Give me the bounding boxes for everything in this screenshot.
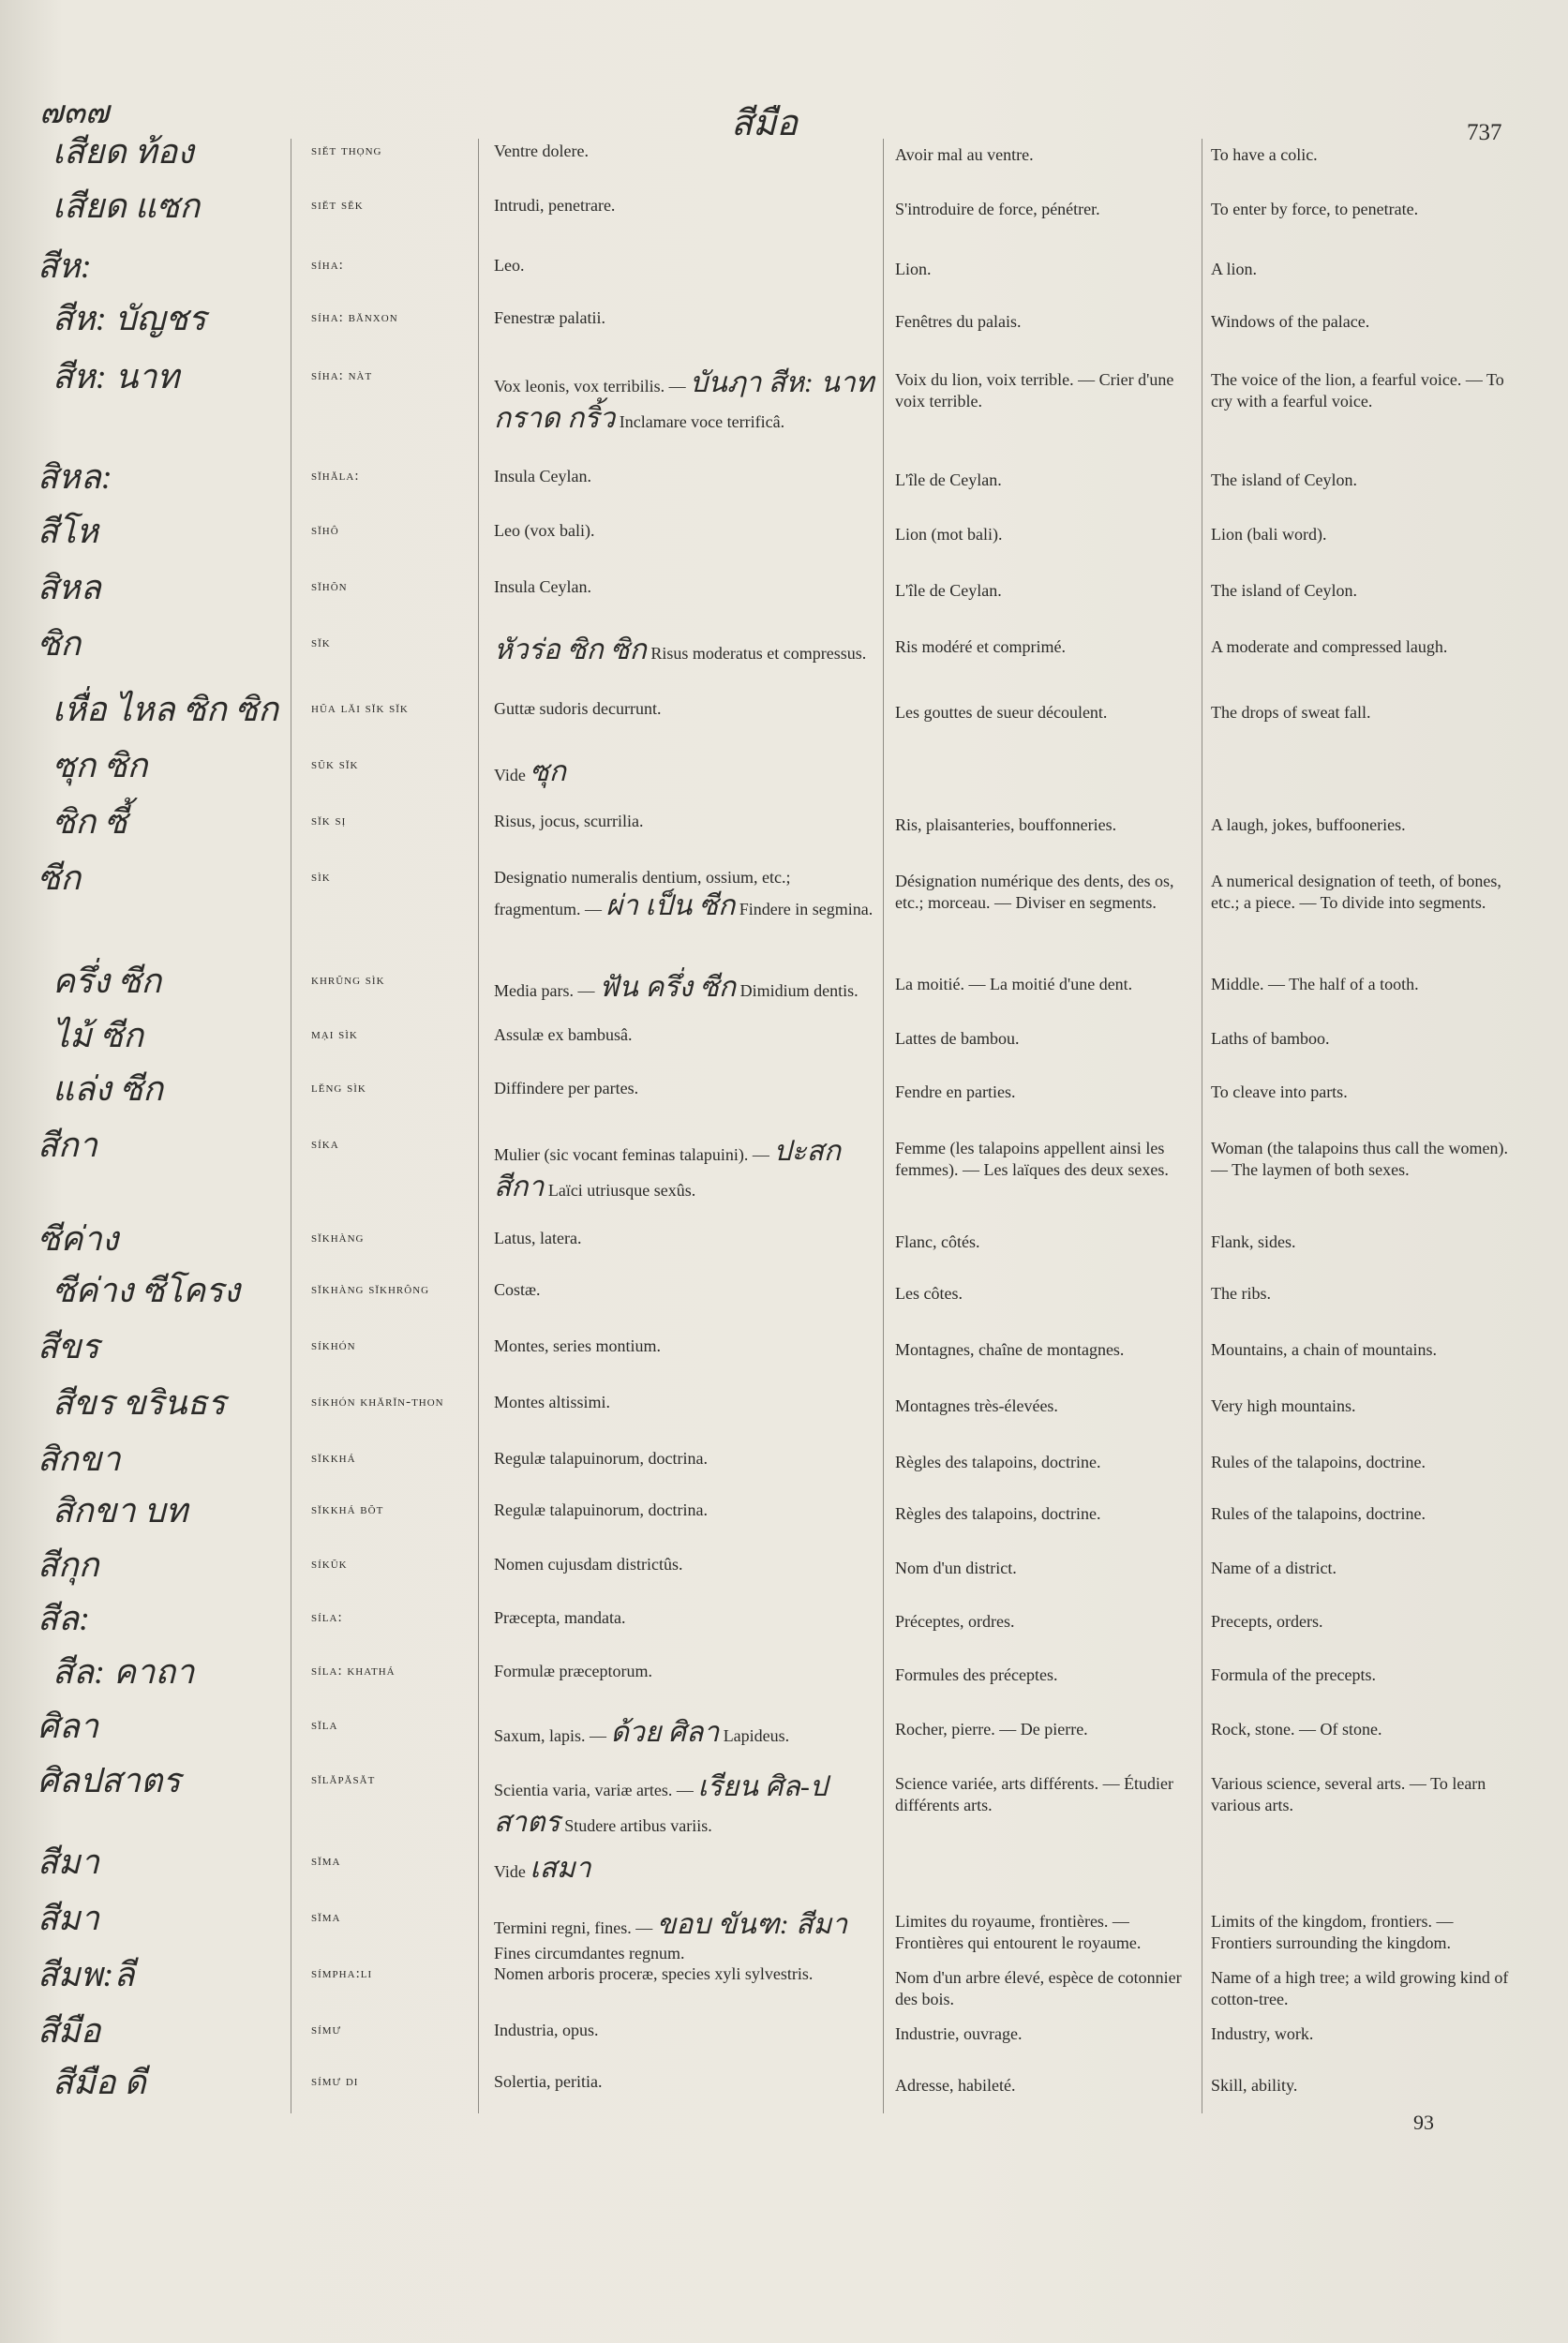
- headword-thai: เสียด ท้อง: [52, 133, 194, 171]
- latin-definition: Vox leonis, vox terribilis. — บันฦา สีห: นาท กราด กริ้ว Inclamare voce terrificâ.: [494, 367, 874, 434]
- headword-thai: สิกขา บท: [52, 1492, 188, 1530]
- thai-example: ด้วย ศิลา: [610, 1717, 720, 1748]
- latin-definition: Risus, jocus, scurrilia.: [494, 812, 644, 830]
- latin-definition: Ventre dolere.: [494, 142, 589, 160]
- latin-definition: Media pars. — ฟัน ครึ่ง ซีก Dimidium dentis.: [494, 972, 859, 1003]
- french-definition: Ris, plaisanteries, bouffonneries.: [895, 815, 1117, 834]
- french-definition: Lattes de bambou.: [895, 1029, 1020, 1048]
- latin-definition: Montes altissimi.: [494, 1393, 611, 1411]
- english-definition: Very high mountains.: [1211, 1396, 1356, 1415]
- romanization: síha:: [311, 258, 344, 273]
- english-definition: The island of Ceylon.: [1211, 470, 1357, 489]
- english-definition: Rock, stone. — Of stone.: [1211, 1720, 1382, 1739]
- headword-thai: สีมพ:ลี: [37, 1956, 135, 1993]
- romanization: síha: bănxon: [311, 310, 398, 325]
- latin-definition: Præcepta, mandata.: [494, 1608, 626, 1627]
- english-definition: The voice of the lion, a fearful voice. — To cry with a fearful voice.: [1211, 370, 1504, 410]
- french-definition: Fendre en parties.: [895, 1082, 1016, 1101]
- english-definition: Various science, several arts. — To learn various arts.: [1211, 1774, 1486, 1814]
- headword-thai: สีมือ: [37, 2012, 101, 2050]
- english-definition: Mountains, a chain of mountains.: [1211, 1340, 1437, 1359]
- romanization: sĭma: [311, 1910, 341, 1925]
- english-definition: Middle. — The half of a tooth.: [1211, 975, 1419, 993]
- french-definition: La moitié. — La moitié d'une dent.: [895, 975, 1133, 993]
- headword-thai: เหื่อ ไหล ซิก ซิก: [52, 691, 279, 728]
- latin-definition: Intrudi, penetrare.: [494, 196, 616, 215]
- thai-example: บันฦา สีห: นาท กราด กริ้ว: [494, 367, 874, 434]
- romanization: símư: [311, 2022, 342, 2037]
- romanization: sĭhô: [311, 523, 339, 538]
- headword-thai: สิกขา: [37, 1440, 121, 1478]
- latin-definition: Nomen arboris proceræ, species xyli sylvestris.: [494, 1964, 814, 1983]
- english-definition: The ribs.: [1211, 1284, 1271, 1303]
- latin-definition: Fenestræ palatii.: [494, 308, 605, 327]
- english-definition: Laths of bamboo.: [1211, 1029, 1330, 1048]
- romanization: síka: [311, 1137, 339, 1152]
- english-definition: Lion (bali word).: [1211, 525, 1327, 544]
- romanization: siĕt sĕk: [311, 198, 364, 213]
- english-definition: To cleave into parts.: [1211, 1082, 1348, 1101]
- romanization: sĭla: [311, 1718, 338, 1733]
- french-definition: Nom d'un district.: [895, 1559, 1017, 1577]
- french-definition: Lion (mot bali).: [895, 525, 1003, 544]
- latin-definition: Guttæ sudoris decurrunt.: [494, 699, 662, 718]
- english-definition: Precepts, orders.: [1211, 1612, 1323, 1631]
- french-definition: Montagnes, chaîne de montagnes.: [895, 1340, 1125, 1359]
- latin-definition: Solertia, peritia.: [494, 2072, 603, 2091]
- page-number: 737: [1467, 120, 1502, 145]
- english-definition: The drops of sweat fall.: [1211, 703, 1371, 722]
- romanization: sĭhŏn: [311, 579, 348, 594]
- latin-definition: Vide ซุก: [494, 756, 566, 787]
- latin-definition: Scientia varia, variæ artes. — เรียน ศิล-ปสาตร Studere artibus variis.: [494, 1771, 828, 1838]
- english-definition: Name of a high tree; a wild growing kind of cotton-tree.: [1211, 1968, 1509, 2008]
- english-definition: The island of Ceylon.: [1211, 581, 1357, 600]
- romanization: síla:: [311, 1610, 343, 1625]
- french-definition: Les côtes.: [895, 1284, 963, 1303]
- french-definition: Formules des préceptes.: [895, 1665, 1058, 1684]
- french-definition: Rocher, pierre. — De pierre.: [895, 1720, 1088, 1739]
- french-definition: Règles des talapoins, doctrine.: [895, 1453, 1101, 1471]
- romanization: sĭk: [311, 635, 331, 650]
- latin-definition: Regulæ talapuinorum, doctrina.: [494, 1449, 708, 1468]
- french-definition: Flanc, côtés.: [895, 1232, 980, 1251]
- headword-thai: แล่ง ซีก: [52, 1070, 164, 1108]
- headword-thai: สีขร ขรินธร: [52, 1384, 226, 1422]
- headword-thai: สีล:: [37, 1600, 91, 1637]
- thai-example: ขอบ ขันฑ: สีมา: [656, 1909, 848, 1940]
- french-definition: Limites du royaume, frontières. — Frontières qui entourent le royaume.: [895, 1912, 1142, 1952]
- thai-example: ฟัน ครึ่ง ซีก: [598, 972, 737, 1003]
- romanization: síkŭk: [311, 1557, 348, 1572]
- headword-thai: สิหล: [37, 569, 101, 606]
- headword-thai: สีกุก: [37, 1546, 99, 1584]
- latin-definition: Industria, opus.: [494, 2021, 599, 2039]
- french-definition: Désignation numérique des dents, des os, etc.; morceau. — Diviser en segments.: [895, 872, 1174, 912]
- headword-thai: ศิลา: [37, 1708, 99, 1745]
- headword-thai: สีมือ ดี: [52, 2064, 146, 2101]
- english-definition: A lion.: [1211, 260, 1258, 278]
- headword-thai: สีขร: [37, 1328, 99, 1366]
- french-definition: Lion.: [895, 260, 932, 278]
- romanization: siĕt thọng: [311, 143, 382, 158]
- thai-page-number: ๗๓๗: [39, 96, 110, 130]
- running-head-title: สีมือ: [731, 104, 799, 143]
- thai-example: หัวร่อ ซิก ซิก: [494, 634, 647, 665]
- romanization: sĭk sị: [311, 813, 347, 828]
- latin-definition: Designatio numeralis dentium, ossium, etc.; fragmentum. — ผ่า เป็น ซีก Findere in segmina.: [494, 868, 874, 921]
- english-definition: A moderate and compressed laugh.: [1211, 637, 1448, 656]
- latin-definition: Mulier (sic vocant feminas talapuini). — ปะสก สีกา Laïci utriusque sexûs.: [494, 1136, 842, 1202]
- romanization: mại sìk: [311, 1027, 358, 1042]
- romanization: síkhón khărĭn-thon: [311, 1395, 444, 1410]
- french-definition: L'île de Ceylan.: [895, 581, 1002, 600]
- headword-thai: ซีก: [37, 859, 82, 897]
- headword-thai: สีห:: [37, 247, 92, 285]
- english-definition: Industry, work.: [1211, 2024, 1314, 2043]
- column-rule: [883, 139, 884, 2113]
- column-rule: [478, 139, 479, 2113]
- french-definition: Fenêtres du palais.: [895, 312, 1022, 331]
- latin-definition: Formulæ præceptorum.: [494, 1662, 652, 1680]
- french-definition: S'introduire de force, pénétrer.: [895, 200, 1100, 218]
- headword-thai: ครึ่ง ซีก: [52, 963, 162, 1000]
- headword-thai: ซิก: [37, 625, 82, 663]
- headword-thai: ศิลปสาตร: [37, 1762, 181, 1799]
- french-definition: Règles des talapoins, doctrine.: [895, 1504, 1101, 1523]
- romanization: sĭkkhá bŏt: [311, 1502, 384, 1517]
- romanization: sŭk sĭk: [311, 757, 359, 772]
- headword-thai: สีมา: [37, 1843, 99, 1881]
- headword-thai: สิหล:: [37, 458, 112, 496]
- french-definition: Ris modéré et comprimé.: [895, 637, 1066, 656]
- french-definition: Montagnes très-élevées.: [895, 1396, 1058, 1415]
- english-definition: To have a colic.: [1211, 145, 1318, 164]
- headword-thai: สีห: นาท: [52, 358, 180, 395]
- headword-thai: ซีค่าง ซีโครง: [52, 1272, 241, 1309]
- english-definition: A laugh, jokes, buffooneries.: [1211, 815, 1406, 834]
- thai-example: เรียน ศิล-ปสาตร: [494, 1771, 828, 1838]
- thai-example: ปะสก สีกา: [494, 1136, 842, 1202]
- romanization: síla: khathá: [311, 1664, 396, 1679]
- latin-definition: Costæ.: [494, 1280, 541, 1299]
- thai-example: เสมา: [530, 1853, 591, 1884]
- headword-thai: ไม้ ซีก: [52, 1017, 144, 1054]
- latin-definition: Leo (vox bali).: [494, 521, 595, 540]
- latin-definition: Nomen cujusdam districtûs.: [494, 1555, 683, 1574]
- latin-definition: Leo.: [494, 256, 525, 275]
- latin-definition: Latus, latera.: [494, 1229, 582, 1247]
- french-definition: L'île de Ceylan.: [895, 470, 1002, 489]
- romanization: sìk: [311, 870, 331, 885]
- romanization: síha: nàt: [311, 368, 373, 383]
- romanization: sĭkhàng: [311, 1231, 365, 1246]
- latin-definition: Montes, series montium.: [494, 1336, 661, 1355]
- headword-thai: สีมา: [37, 1900, 99, 1937]
- latin-definition: Vide เสมา: [494, 1853, 591, 1884]
- latin-definition: Assulæ ex bambusâ.: [494, 1025, 633, 1044]
- latin-definition: Diffindere per partes.: [494, 1079, 639, 1097]
- english-definition: Rules of the talapoins, doctrine.: [1211, 1504, 1426, 1523]
- english-definition: Woman (the talapoins thus call the women). — The laymen of both sexes.: [1211, 1139, 1508, 1179]
- headword-thai: เสียด แซก: [52, 187, 201, 225]
- romanization: sĭlăpăsăt: [311, 1772, 376, 1787]
- romanization: khrŭng sìk: [311, 973, 385, 988]
- headword-thai: สีห: บัญชร: [52, 300, 206, 337]
- romanization: sĭkkhá: [311, 1451, 356, 1466]
- headword-thai: สีล: คาถา: [52, 1653, 195, 1691]
- headword-thai: สีกา: [37, 1127, 97, 1164]
- romanization: lĕng sìk: [311, 1081, 366, 1096]
- thai-example: ผ่า เป็น ซีก: [605, 889, 736, 921]
- latin-definition: Saxum, lapis. — ด้วย ศิลา Lapideus.: [494, 1717, 790, 1748]
- english-definition: Formula of the precepts.: [1211, 1665, 1376, 1684]
- french-definition: Femme (les talapoins appellent ainsi les femmes). — Les laïques des deux sexes.: [895, 1139, 1169, 1179]
- thai-example: ซุก: [530, 756, 566, 787]
- french-definition: Préceptes, ordres.: [895, 1612, 1015, 1631]
- french-definition: Industrie, ouvrage.: [895, 2024, 1023, 2043]
- headword-thai: ซุก ซิก: [52, 747, 148, 784]
- english-definition: Name of a district.: [1211, 1559, 1337, 1577]
- headword-thai: ซิก ซี้: [52, 803, 127, 841]
- romanization: sĭhăla:: [311, 469, 360, 484]
- headword-thai: ซีค่าง: [37, 1220, 119, 1258]
- romanization: sĭkhàng sĭkhrông: [311, 1282, 430, 1297]
- signature-mark: 93: [1413, 2111, 1434, 2134]
- french-definition: Les gouttes de sueur découlent.: [895, 703, 1108, 722]
- french-definition: Voix du lion, voix terrible. — Crier d'une voix terrible.: [895, 370, 1174, 410]
- romanization: hŭa lăi sĭk sĭk: [311, 701, 409, 716]
- romanization: símư di: [311, 2074, 359, 2089]
- french-definition: Nom d'un arbre élevé, espèce de cotonnier des bois.: [895, 1968, 1182, 2008]
- latin-definition: Insula Ceylan.: [494, 577, 591, 596]
- english-definition: Skill, ability.: [1211, 2076, 1298, 2095]
- french-definition: Science variée, arts différents. — Étudier différents arts.: [895, 1774, 1174, 1814]
- english-definition: Windows of the palace.: [1211, 312, 1370, 331]
- romanization: síkhón: [311, 1338, 356, 1353]
- latin-definition: Termini regni, fines. — ขอบ ขันฑ: สีมา Fines circumdantes regnum.: [494, 1909, 848, 1962]
- headword-thai: สีโห: [37, 513, 99, 550]
- english-definition: A numerical designation of teeth, of bones, etc.; a piece. — To divide into segments.: [1211, 872, 1501, 912]
- english-definition: Rules of the talapoins, doctrine.: [1211, 1453, 1426, 1471]
- english-definition: Limits of the kingdom, frontiers. — Frontiers surrounding the kingdom.: [1211, 1912, 1454, 1952]
- french-definition: Avoir mal au ventre.: [895, 145, 1034, 164]
- french-definition: Adresse, habileté.: [895, 2076, 1016, 2095]
- latin-definition: Regulæ talapuinorum, doctrina.: [494, 1500, 708, 1519]
- romanization: símpha:li: [311, 1966, 373, 1981]
- english-definition: Flank, sides.: [1211, 1232, 1296, 1251]
- latin-definition: หัวร่อ ซิก ซิก Risus moderatus et compressus.: [494, 634, 867, 665]
- latin-definition: Insula Ceylan.: [494, 467, 591, 485]
- romanization: sĭma: [311, 1854, 341, 1869]
- english-definition: To enter by force, to penetrate.: [1211, 200, 1419, 218]
